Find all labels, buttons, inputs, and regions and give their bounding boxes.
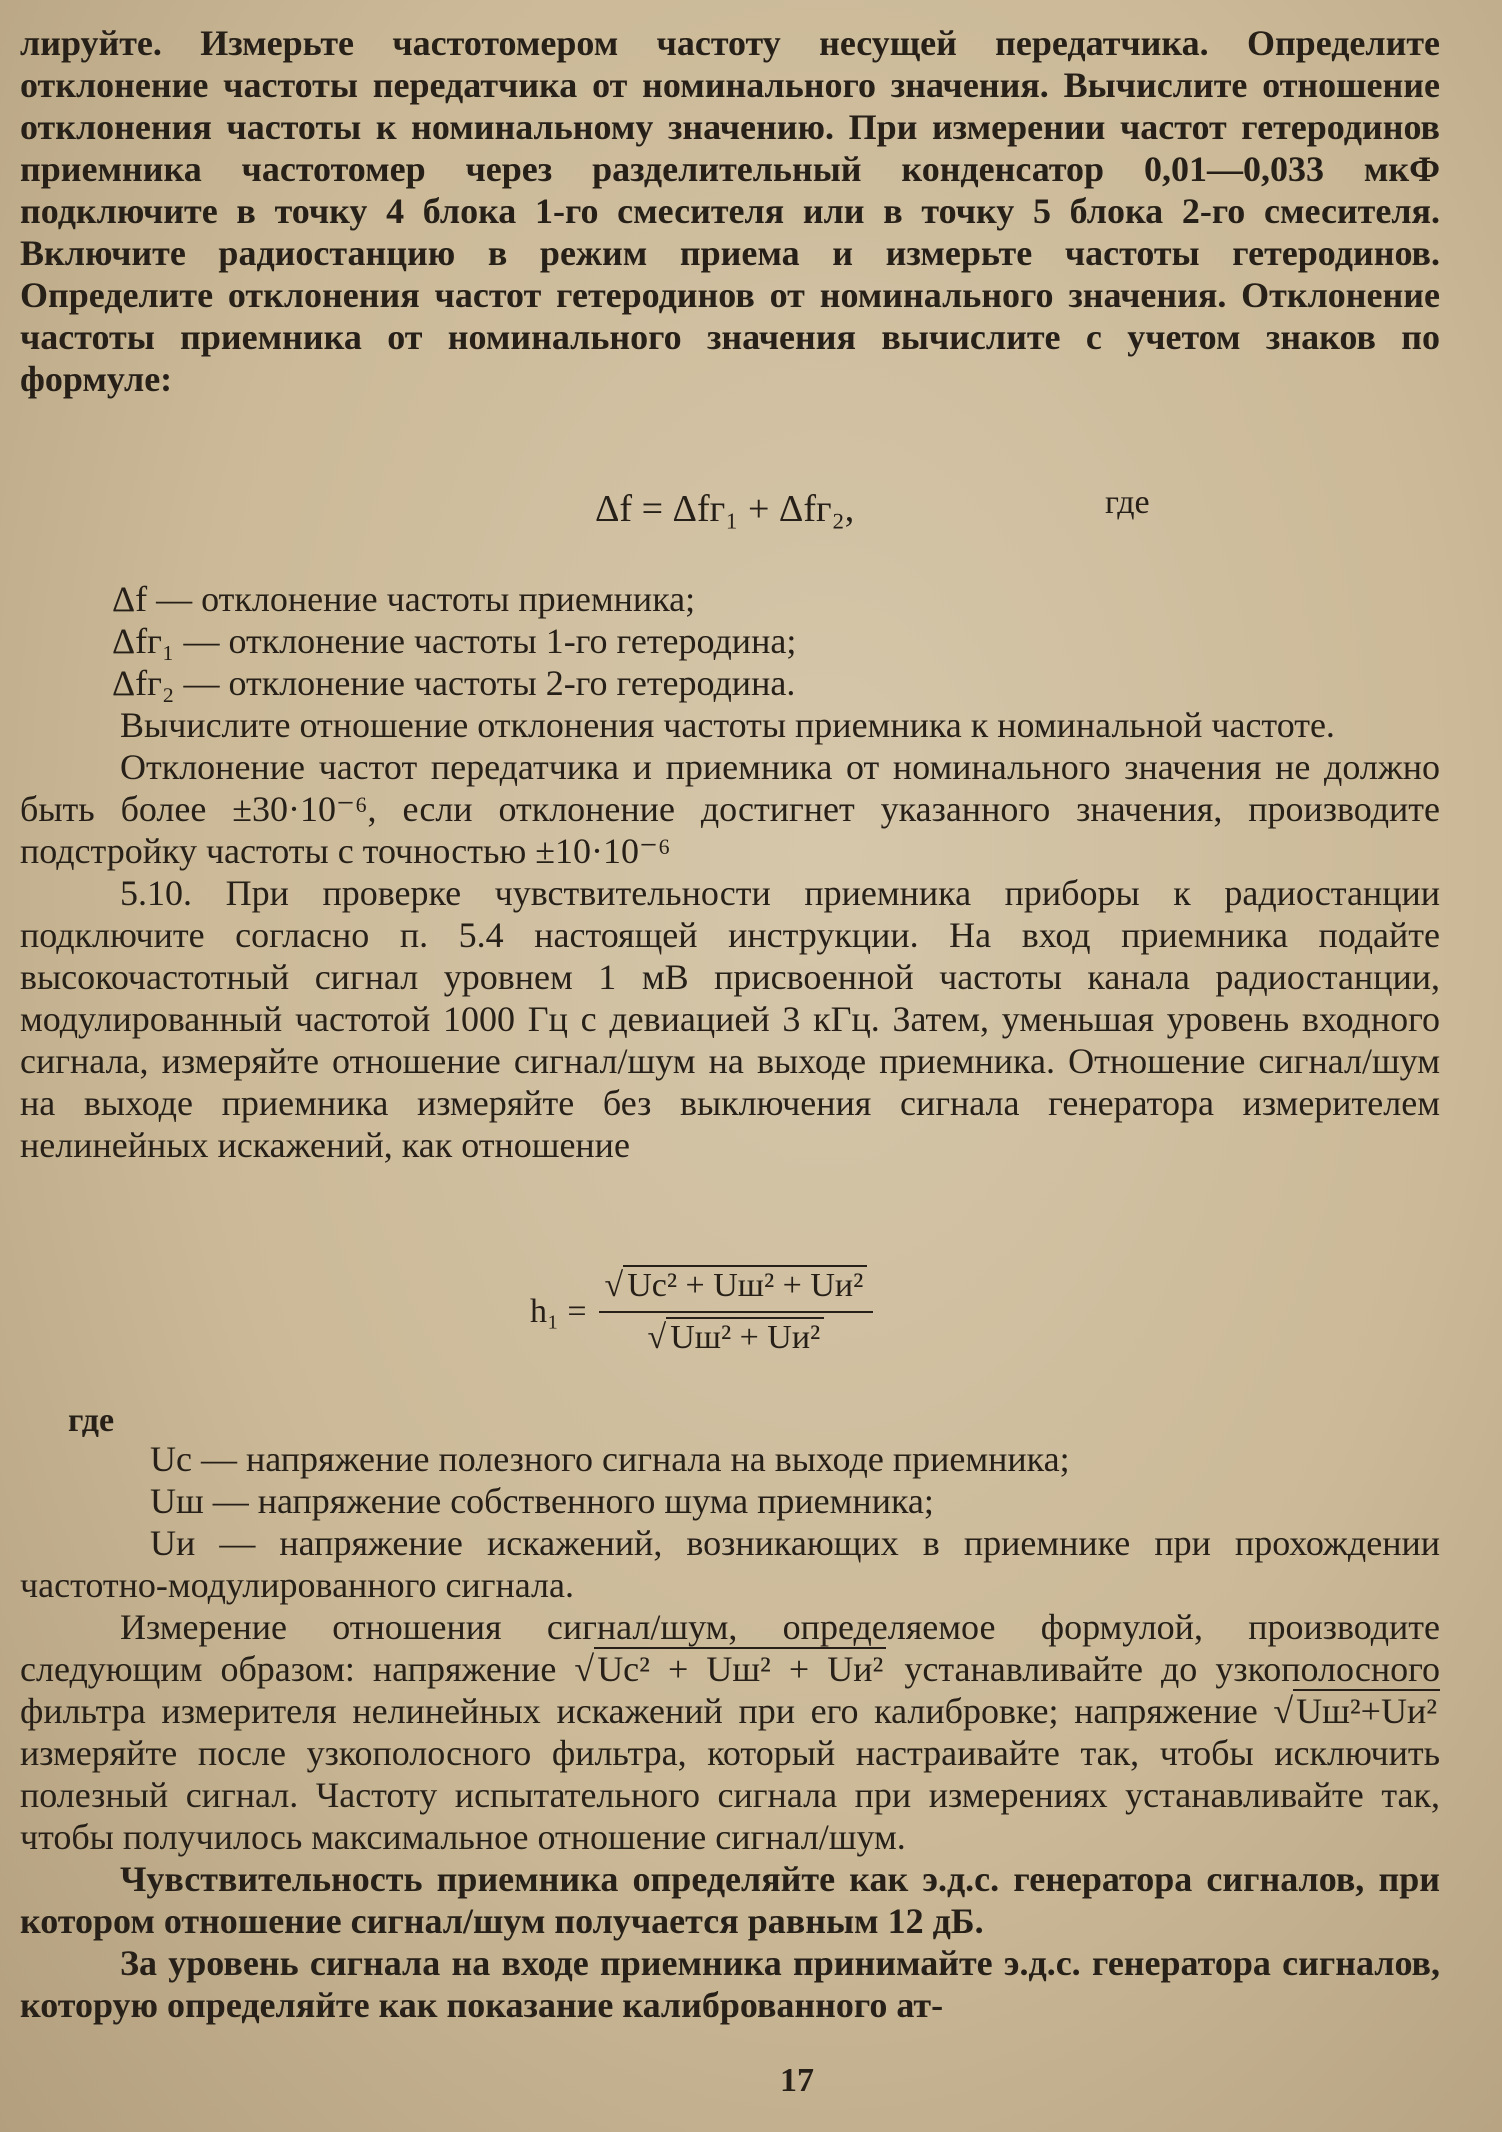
definitions-list-2 — [150, 1438, 1440, 1522]
formula-numerator: √ Uc² + Uш² + Uи² — [599, 1265, 874, 1313]
text-block-middle — [20, 704, 1440, 1166]
paragraph: Чувствительность приемника определяйте как э.д.с. генератора сигналов, при котором отношение сигнал/шум получается равным 12 дБ. — [20, 1859, 1440, 1941]
paragraph-part: Измерение отношения сигнал/шум, определяемое формулой, производите следующим образом: напряжение — [20, 1607, 1440, 1689]
definition-item: Δf — отклонение частоты приемника; — [112, 579, 696, 619]
formula-noise-ratio — [530, 1265, 873, 1359]
definition-item: Uи — напряжение искажений, возникающих в приемнике при прохождении частотно-модулированного сигнала. — [20, 1523, 1440, 1605]
definitions-list-1 — [112, 578, 1432, 704]
paragraph-part: устанавливайте до узкополосного фильтра измерителя нелинейных искажений при его калибровке; напряжение — [20, 1649, 1440, 1731]
page-number: 17 — [780, 2062, 814, 2099]
text-block-intro — [20, 22, 1440, 400]
formula-denominator-value: Uш² + Uи² — [666, 1317, 824, 1356]
inline-sqrt-value: Uc² + Uш² + Uи² — [594, 1647, 886, 1689]
definition-item: Δfг₂ — отклонение частоты 2-го гетеродина. — [112, 663, 796, 703]
paragraph: 5.10. При проверке чувствительности приемника приборы к радиостанции подключите согласно п. 5.4 настоящей инструкции. На вход приемника подайте высокочастотный сигнал уровнем 1 мВ присвоенной частоты канала радиостанции, модулированный частотой 1000 Гц с девиацией 3 кГц. Затем, уменьшая уровень входного сигнала, измеряйте отношение сигнал/шум на выходе приемника. Отношение сигнал/шум на выходе приемника измеряйте без выключения сигнала генератора измерителем нелинейных искажений, как отношение — [20, 873, 1440, 1165]
formula-fraction — [599, 1265, 874, 1359]
paragraph: Измерение отношения сигнал/шум, определяемое формулой, производите следующим образом: напряжение √Uc² + Uш² + Uи² устанавливайте до узкополосного фильтра измерителя нелинейных искажений при его калибровке; напряжение √Uш²+Uи² измеряйте после узкополосного фильтра, который настраивайте так, чтобы исключить полезный сигнал. Частоту испытательного сигнала при измерениях устанавливайте так, чтобы получилось максимальное отношение сигнал/шум. — [20, 1607, 1440, 1857]
inline-sqrt-value: Uш²+Uи² — [1293, 1689, 1440, 1731]
formula-denominator: √ Uш² + Uи² — [648, 1313, 825, 1359]
paragraph: За уровень сигнала на входе приемника принимайте э.д.с. генератора сигналов, которую определяйте как показание калиброванного ат- — [20, 1943, 1440, 2025]
paragraph: лируйте. Измерьте частотомером частоту несущей передатчика. Определите отклонение частоты передатчика от номинального значения. Вычислите отношение отклонения частоты к номинальному значению. При измерении частот гетеродинов приемника частотомер через разделительный конденсатор 0,01—0,033 мкФ подключите в точку 4 блока 1-го смесителя или в точку 5 блока 2-го смесителя. Включите радиостанцию в режим приема и измерьте частоты гетеродинов. Определите отклонения частот гетеродинов от номинального значения. Отклонение частоты приемника от номинального значения вычислите с учетом знаков по формуле: — [20, 23, 1440, 399]
definition-item: Uc — напряжение полезного сигнала на выходе приемника; — [150, 1439, 1070, 1479]
formula-frequency-deviation: Δf = Δfг₁ + Δfг₂, — [595, 488, 855, 530]
paragraph: Отклонение частот передатчика и приемника от номинального значения не должно быть более ±30·10⁻⁶, если отклонение достигнет указанного значения, производите подстройку частоты с точностью ±10·10⁻⁶ — [20, 747, 1440, 871]
text-block-lower — [20, 1522, 1440, 2026]
definition-item: Δfг₁ — отклонение частоты 1-го гетеродина; — [112, 621, 797, 661]
definition-item: Uш — напряжение собственного шума приемника; — [150, 1481, 934, 1521]
formula-where-label: где — [1105, 484, 1150, 521]
formula-lhs: h₁ = — [530, 1293, 587, 1330]
formula-numerator-value: Uc² + Uш² + Uи² — [623, 1265, 867, 1304]
paragraph-part: измеряйте после узкополосного фильтра, который настраивайте так, чтобы исключить полезный сигнал. Частоту испытательного сигнала при измерениях устанавливайте так, чтобы получилось максимальное отношение сигнал/шум. — [20, 1733, 1440, 1857]
paragraph: Вычислите отношение отклонения частоты приемника к номинальной частоте. — [120, 705, 1335, 745]
where-label: где — [68, 1402, 115, 1439]
